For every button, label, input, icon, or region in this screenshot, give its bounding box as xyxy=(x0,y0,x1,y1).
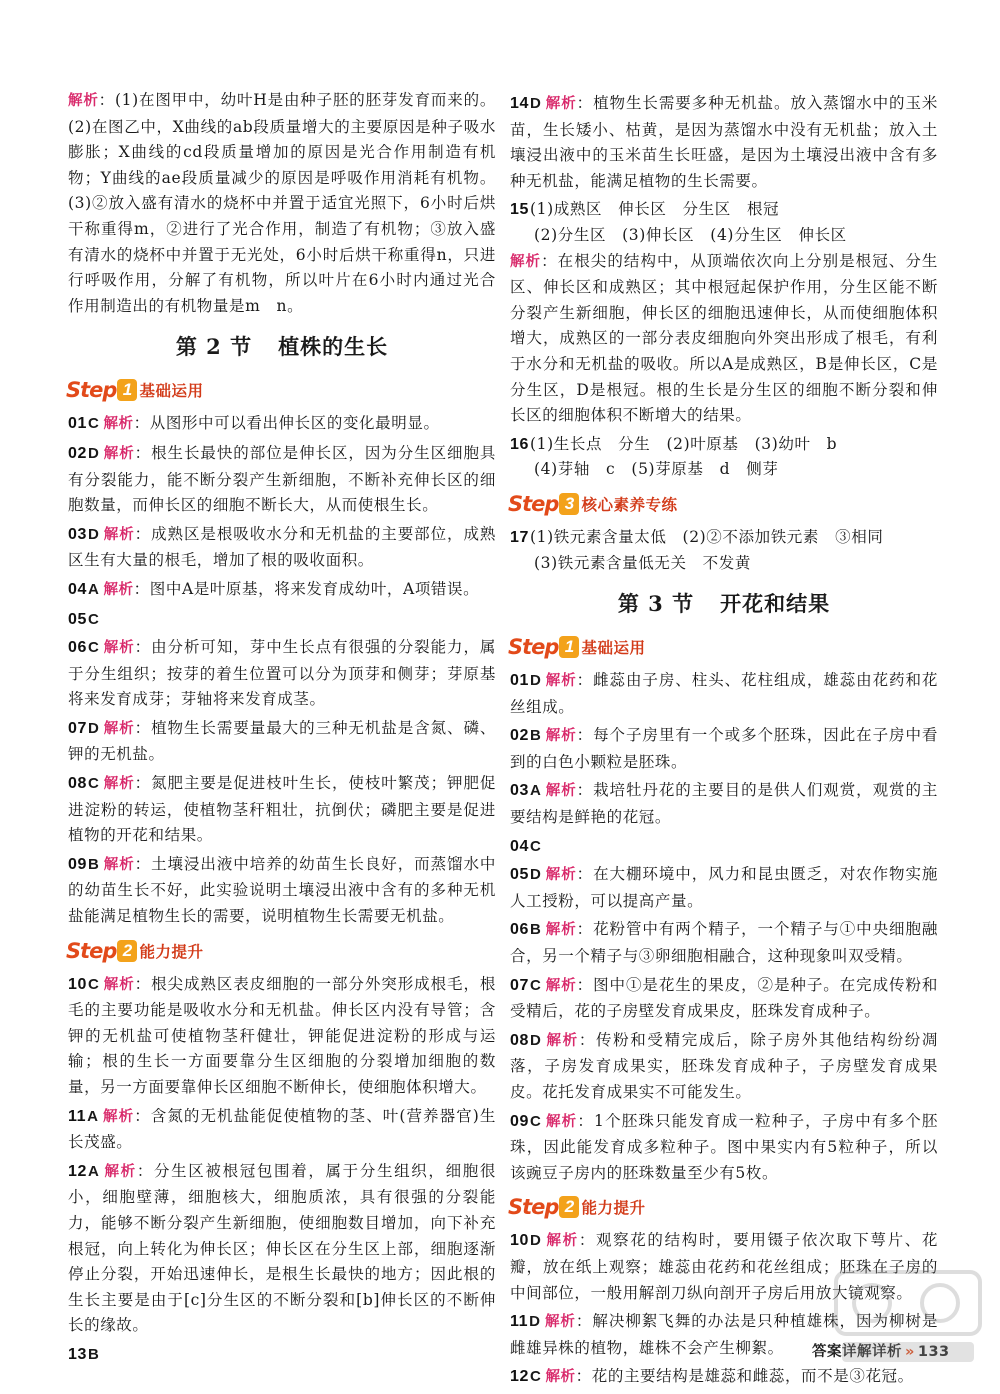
answer-item xyxy=(68,1159,496,1339)
answer-letter: B xyxy=(530,921,542,939)
item-number: 04 xyxy=(510,837,529,855)
answer-letter: C xyxy=(88,775,100,793)
step-word: Step xyxy=(508,635,559,660)
answer-item xyxy=(510,723,938,775)
answer-letter: C xyxy=(530,976,542,994)
answer-item xyxy=(68,1104,496,1156)
analysis-text: ：植物生长需要多种无机盐。放入蒸馏水中的玉米苗，生长矮小、枯黄，是因为蒸馏水中没有无机盐；放入土壤浸出液中的玉米苗生长旺盛，是因为土壤浸出液中含有多种无机盐，能满足植物的生长需要。 xyxy=(510,94,939,190)
answer-letter: C xyxy=(88,639,100,657)
answer-letter: C xyxy=(530,1112,542,1130)
step-number-badge: 2 xyxy=(559,1196,579,1218)
item-number: 13 xyxy=(68,1345,87,1363)
item-number: 11 xyxy=(68,1107,87,1125)
answer-item xyxy=(510,917,938,969)
answer-letter: D xyxy=(88,525,100,543)
step-word: Step xyxy=(66,378,117,403)
analysis-label: 解析 xyxy=(103,526,135,543)
item-number: 01 xyxy=(68,415,87,433)
answer-letter: D xyxy=(530,95,542,112)
analysis-text: ：(1)在图甲中，幼叶H是由种子胚的胚芽发育而来的。(2)在图乙中，X曲线的ab段质量增大的主要原因是种子吸水膨胀；X曲线的cd段质量增加的原因是光合作用制造有机物；Y曲线的ae段质量减少的原因是呼吸作用消耗有机物。(3)②放入盛有清水的烧杯中并置于适宜光照下，6小时后烘干称重得m，②进行了光合作用，制造了有机物；③放入盛有清水的烧杯中并置于无光处，6小时后烘干称重得n，只进行呼吸作用，分解了有机物，所以叶片在6小时内通过光合作用制造出的有机物量是m n。 xyxy=(68,91,497,315)
item-number: 02 xyxy=(510,727,529,745)
page-number: 133 xyxy=(917,1344,950,1360)
answer-letter: C xyxy=(530,837,542,855)
item-number: 05 xyxy=(68,610,87,628)
item-number: 03 xyxy=(510,782,529,800)
answer-letter: A xyxy=(87,1107,99,1125)
item-number: 08 xyxy=(510,1031,529,1049)
right-column xyxy=(510,88,938,1394)
item-number: 06 xyxy=(68,639,87,657)
analysis-label: 解析 xyxy=(103,856,135,873)
item-number: 06 xyxy=(510,921,529,939)
analysis-label: 解析 xyxy=(103,640,135,657)
analysis-label: 解析 xyxy=(103,1163,137,1180)
item-number: 12 xyxy=(68,1162,87,1180)
analysis-label: 解析 xyxy=(545,783,577,800)
answer-item xyxy=(68,771,496,849)
analysis-label: 解析 xyxy=(103,976,135,993)
analysis-text: ：解决柳絮飞舞的办法是只种植雄株，因为柳树是雌雄异株的植物，雄株不会产生柳絮。 xyxy=(510,1312,939,1357)
answer-item-16 xyxy=(510,432,938,483)
analysis-text: ：花的主要结构是雄蕊和雌蕊，而不是③花冠。 xyxy=(575,1367,914,1386)
answer-item xyxy=(510,862,938,914)
item-number: 09 xyxy=(510,1112,529,1130)
analysis-text: ：图中A是叶原基，将来发育成幼叶，A项错误。 xyxy=(133,579,480,598)
item-number: 17 xyxy=(510,528,529,546)
answer-item xyxy=(510,834,938,860)
item-number: 02 xyxy=(68,444,87,462)
step-label: 能力提升 xyxy=(139,942,204,961)
analysis-text: ：由分析可知，芽中生长点有很强的分裂能力，属于分生组织；按芽的着生位置可以分为顶芽和侧芽；芽原基将来发育成芽；芽轴将来发育成茎。 xyxy=(68,638,497,709)
footer-text: 答案详解详析 xyxy=(812,1344,902,1360)
item-number: 07 xyxy=(510,976,529,994)
answer-letter: D xyxy=(530,866,542,884)
analysis-text: ：分生区被根冠包围着，属于分生组织，细胞很小，细胞壁薄，细胞核大，细胞质浓，具有很强的分裂能力，能够不断分裂产生新细胞，使细胞数目增加，向下补充根冠，向上转化为伸长区；伸长区在分生区上部，细胞逐渐停止分裂，开始迅速伸长，是根生长最快的地方；因此根的生长主要是由于[c]分生区的不断分裂和[b]伸长区的不断伸长的缘故。 xyxy=(68,1161,497,1335)
answer-list-b xyxy=(68,972,496,1368)
analysis-label: 解析 xyxy=(103,720,135,737)
answer-item xyxy=(68,522,496,574)
answer-item xyxy=(510,1109,938,1187)
answer-letter: A xyxy=(88,580,100,598)
analysis-text: ：栽培牡丹花的主要目的是供人们观赏，观赏的主要结构是鲜艳的花冠。 xyxy=(510,781,939,827)
analysis-text: ：每个子房里有一个或多个胚珠，因此在子房中看到的白色小颗粒是胚珠。 xyxy=(510,726,939,771)
analysis-label: 解析 xyxy=(545,1113,578,1130)
step-banner-2 xyxy=(66,936,496,966)
answer-item xyxy=(510,1228,938,1306)
item-number: 04 xyxy=(68,580,87,598)
answer-item-15 xyxy=(510,197,938,428)
analysis-text: ：土壤浸出液中培养的幼苗生长良好，而蒸馏水中的幼苗生长不好，此实验说明土壤浸出液中含有的多种无机盐能满足植物生长的需要，说明植物生长需要无机盐。 xyxy=(68,854,497,926)
answer-line: (1)成熟区 伸长区 分生区 根冠 xyxy=(530,200,780,219)
step-number-badge: 3 xyxy=(559,493,579,515)
page-footer xyxy=(812,1340,950,1361)
analysis-text: ：图中①是花生的果皮，②是种子。在完成传粉和受精后，花的子房壁发育成果皮，胚珠发育成种子。 xyxy=(510,975,939,1021)
analysis-label: 解析 xyxy=(510,253,542,270)
answer-item xyxy=(68,852,496,930)
answer-item xyxy=(68,441,496,519)
item-number: 03 xyxy=(68,525,87,543)
analysis-label: 解析 xyxy=(103,416,134,433)
double-chevron-icon: » xyxy=(905,1344,915,1360)
item-number: 14 xyxy=(510,95,529,112)
step-number-badge: 2 xyxy=(117,940,137,962)
answer-item xyxy=(68,577,496,604)
item-number: 08 xyxy=(68,775,87,793)
section-name: 开花和结果 xyxy=(720,591,831,617)
answer-line: (1)铁元素含量太低 (2)②不添加铁元素 ③相同 xyxy=(530,527,884,546)
analysis-label: 解析 xyxy=(545,728,577,745)
section-title-2 xyxy=(68,331,496,361)
analysis-text: ：在根尖的结构中，从顶端依次向上分别是根冠、分生区、伸长区和成熟区；其中根冠起保护作用，分生区能不断分裂产生新细胞，伸长区的细胞迅速伸长，从而使细胞体积增大，成熟区的一部分表皮细胞向外突出形成了根毛，有利于水分和无机盐的吸收。所以A是成熟区，B是伸长区，C是分生区，D是根冠。根的生长是分生区的细胞不断分裂和伸长区的细胞体积不断增大的结果。 xyxy=(510,251,939,425)
item-number: 09 xyxy=(68,855,87,873)
intro-analysis xyxy=(68,88,496,319)
answer-list-d xyxy=(510,668,938,1186)
answer-item xyxy=(510,778,938,830)
answer-letter: D xyxy=(88,719,100,737)
analysis-text: ：氮肥主要是促进枝叶生长，使枝叶繁茂；钾肥促进淀粉的转运，使植物茎秆粗壮，抗倒伏；磷肥主要是促进植物的开花和结果。 xyxy=(68,774,497,845)
analysis-text: ：成熟区是根吸收水分和无机盐的主要部位，成熟区生有大量的根毛，增加了根的吸收面积。 xyxy=(68,524,497,570)
analysis-text: ：花粉管中有两个精子，一个精子与①中央细胞融合，另一个精子与③卵细胞相融合，这种现象叫双受精。 xyxy=(510,920,939,966)
analysis-label: 解析 xyxy=(545,867,577,884)
analysis-text: ：雌蕊由子房、柱头、花柱组成，雄蕊由花药和花丝组成。 xyxy=(510,671,939,716)
item-number: 05 xyxy=(510,866,529,884)
analysis-label: 解析 xyxy=(545,1233,579,1250)
answer-item xyxy=(510,91,938,194)
item-number: 10 xyxy=(510,1232,529,1250)
answer-letter: B xyxy=(88,855,100,873)
answer-letter: A xyxy=(530,782,542,800)
answer-letter: D xyxy=(530,672,542,690)
answer-letter: D xyxy=(88,444,100,462)
answer-item xyxy=(68,635,496,713)
answer-item xyxy=(510,973,938,1025)
answer-list-e xyxy=(510,1228,938,1391)
step-label: 能力提升 xyxy=(581,1199,646,1218)
analysis-text: ：在大棚环境中，风力和昆虫匮乏，对农作物实施人工授粉，可以提高产量。 xyxy=(510,865,939,910)
answer-item xyxy=(510,1028,938,1106)
answer-letter: C xyxy=(88,610,100,628)
answer-list-a xyxy=(68,411,496,929)
answer-letter: A xyxy=(88,1162,100,1180)
answer-letter: C xyxy=(88,415,100,433)
answer-item xyxy=(68,607,496,633)
section-number: 第 3 节 xyxy=(617,591,695,617)
step-banner-2b xyxy=(508,1192,938,1222)
section-title-3 xyxy=(510,588,938,618)
analysis-label: 解析 xyxy=(103,776,135,793)
answer-item xyxy=(68,1342,496,1368)
answer-letter: B xyxy=(530,727,542,745)
step-label: 基础运用 xyxy=(581,639,646,658)
item-number: 07 xyxy=(68,719,87,737)
answer-line: (3)铁元素含量低无关 不发黄 xyxy=(534,553,751,572)
answer-letter: C xyxy=(530,1368,542,1386)
analysis-label: 解析 xyxy=(102,1108,135,1125)
answer-item xyxy=(68,972,496,1101)
step-number-badge: 1 xyxy=(117,379,137,401)
step-banner-1 xyxy=(66,375,496,405)
analysis-text: ：1个胚珠只能发育成一粒种子，子房中有多个胚珠，因此能发育成多粒种子。图中果实内有5粒种子，所以该豌豆子房内的胚珠数量至少有5枚。 xyxy=(510,1111,938,1182)
step-word: Step xyxy=(508,1195,559,1220)
step-label: 基础运用 xyxy=(139,382,204,401)
step-number-badge: 1 xyxy=(559,636,579,658)
answer-letter: D xyxy=(530,1031,542,1049)
left-column xyxy=(68,88,496,1371)
analysis-text: ：根尖成熟区表皮细胞的一部分外突形成根毛，根毛的主要功能是吸收水分和无机盐。伸长区内没有导管；含钾的无机盐可使植物茎秆健壮，钾能促进淀粉的形成与运输；根的生长一方面要靠分生区细胞的分裂增加细胞的数量，另一方面要靠伸长区细胞不断伸长，使细胞体积增大。 xyxy=(68,974,497,1096)
analysis-label: 解析 xyxy=(545,922,577,939)
analysis-text: ：从图形中可以看出伸长区的变化最明显。 xyxy=(133,414,440,433)
analysis-label: 解析 xyxy=(545,96,577,112)
answer-item xyxy=(68,411,496,438)
item-number: 15 xyxy=(510,201,529,219)
analysis-label: 解析 xyxy=(103,445,135,462)
analysis-label: 解析 xyxy=(68,93,99,109)
answer-letter: D xyxy=(529,1313,541,1331)
analysis-text: ：传粉和受精完成后，除子房外其他结构纷纷凋落，子房发育成果实，胚珠发育成种子，子房壁发育成果皮。花托发育成果实不可能发生。 xyxy=(510,1030,939,1101)
item-number: 11 xyxy=(510,1313,529,1331)
analysis-label: 解析 xyxy=(545,1369,576,1386)
answer-item xyxy=(68,716,496,768)
analysis-text: ：根生长最快的部位是伸长区，因为分生区细胞具有分裂能力，能不断分裂产生新细胞，不断补充伸长区的细胞数量，而伸长区的细胞不断长大，从而使根生长。 xyxy=(68,443,497,515)
answer-line: (1)生长点 分生 (2)叶原基 (3)幼叶 b xyxy=(530,434,838,453)
answer-letter: B xyxy=(88,1345,100,1363)
analysis-label: 解析 xyxy=(545,1032,579,1049)
step-banner-3 xyxy=(508,489,938,519)
item-number: 01 xyxy=(510,672,529,690)
step-label: 核心素养专练 xyxy=(581,495,678,514)
item-number: 10 xyxy=(68,975,87,993)
step-word: Step xyxy=(66,938,117,963)
analysis-text: ：观察花的结构时，要用镊子依次取下萼片、花瓣，放在纸上观察；雄蕊由花药和花丝组成；胚珠在子房的中间部位，一般用解剖刀纵向剖开子房后用放大镜观察。 xyxy=(510,1231,939,1302)
analysis-text: ：植物生长需要量最大的三种无机盐是含氮、磷、钾的无机盐。 xyxy=(68,718,497,764)
item-number: 12 xyxy=(510,1368,529,1386)
answer-item xyxy=(510,668,938,720)
step-banner-1b xyxy=(508,632,938,662)
answer-list-c xyxy=(510,91,938,194)
answer-item-17 xyxy=(510,525,938,576)
analysis-label: 解析 xyxy=(103,581,134,598)
analysis-label: 解析 xyxy=(545,673,577,690)
section-name: 植株的生长 xyxy=(278,334,389,360)
answer-letter: C xyxy=(88,975,100,993)
answer-line: (2)分生区 (3)伸长区 (4)分生区 伸长区 xyxy=(534,225,847,244)
section-number: 第 2 节 xyxy=(175,334,253,360)
answer-letter: D xyxy=(530,1232,542,1250)
step-word: Step xyxy=(508,491,559,516)
analysis-label: 解析 xyxy=(544,1314,576,1331)
item-number: 16 xyxy=(510,435,529,453)
answer-line: (4)芽轴 c (5)芽原基 d 侧芽 xyxy=(534,460,779,479)
analysis-label: 解析 xyxy=(545,977,577,994)
analysis-text: ：含氮的无机盐能促使植物的茎、叶(营养器官)生长茂盛。 xyxy=(68,1106,496,1152)
